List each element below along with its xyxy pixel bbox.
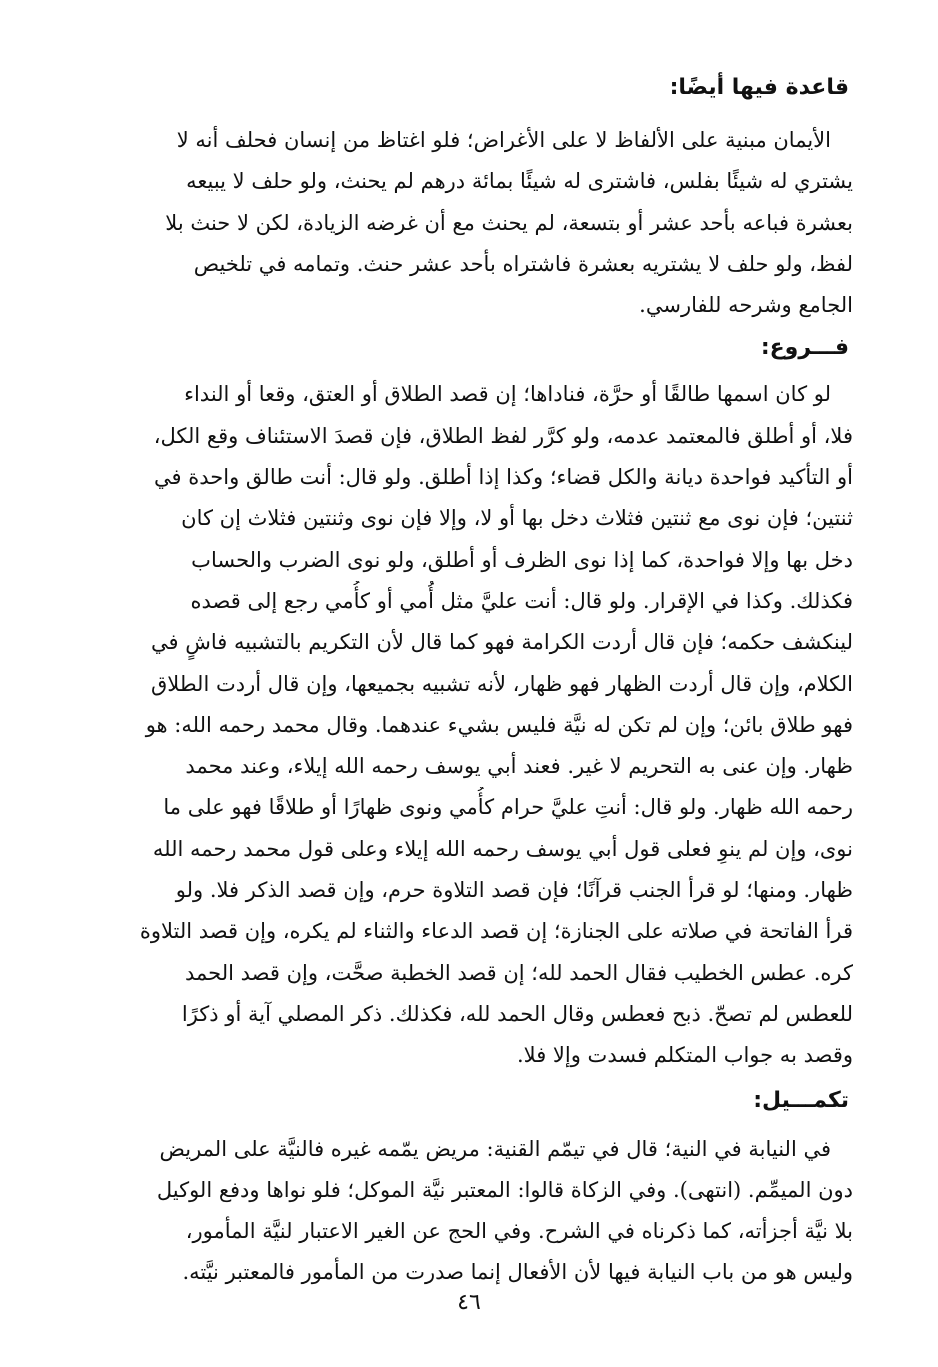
text-line: ثنتين؛ فإن نوى مع ثنتين فثلاث دخل بها أو لا، وإلا فإن نوى وثنتين فثلاث إن كان (181, 506, 853, 531)
text-line: لو كان اسمها طالقًا أو حرَّة، فناداها؛ إن قصد الطلاق أو العتق، وقعا أو النداء (184, 382, 831, 407)
text-line: كره. عطس الخطيب فقال الحمد لله؛ إن قصد الخطبة صحَّت، وإن قصد الحمد (185, 960, 853, 985)
text-line: رحمه الله ظهار. ولو قال: أنتِ عليَّ حرام كأُمي ونوى ظهارًا أو طلاقًا فهو على ما (163, 795, 853, 820)
text-line: فكذلك. وكذا في الإقرار. ولو قال: أنت عليَّ مثل أُمي أو كأُمي رجع إلى قصده (190, 588, 853, 613)
section-heading-branches: فـــروع: (760, 335, 849, 361)
text-line: بلا نيَّة أجزأته، كما ذكرناه في الشرح. وفي الحج عن الغير الاعتبار لنيَّة المأمور، (185, 1219, 853, 1244)
text-line: يشتري له شيئًا بفلس، فاشترى له شيئًا بمائة درهم لم يحنث، ولو حلف لا يبيعه (186, 169, 853, 194)
text-line: نوى، وإن لم ينوِ فعلى قول أبي يوسف رحمه الله إيلاء وعلى قول محمد رحمه الله (152, 836, 853, 861)
page-number: ٤٦ (457, 1290, 481, 1315)
text-line: أو التأكيد فواحدة ديانة والكل قضاء؛ وكذا إذا أطلق. ولو قال: أنت طالق واحدة في (154, 465, 853, 490)
text-line: ظهار. وإن عنى به التحريم لا غير. فعند أبي يوسف رحمه الله إيلاء، وعند محمد (185, 754, 853, 779)
text-line: لينكشف حكمه؛ فإن قال أردت الكرامة فهو كما قال لأن التكريم بالتشبيه فاشٍ في (150, 630, 853, 655)
text-line: الأيمان مبنية على الألفاظ لا على الأغراض؛ فلو اغتاظ من إنسان فحلف أنه لا (176, 128, 831, 152)
text-line: في النيابة في النية؛ قال في تيمّم القنية: مريض يمّمه غيره فالنيَّة على المريض (159, 1136, 831, 1161)
text-line: الجامع وشرحه للفارسي. (639, 293, 853, 318)
paragraph-branches (78, 374, 853, 1076)
paragraph-completion (78, 1129, 853, 1294)
paragraph-rule (78, 120, 853, 326)
text-line: فهو طلاق بائن؛ وإن لم تكن له نيَّة فليس بشيء عندهما. وقال محمد رحمه الله: هو (145, 712, 853, 737)
text-line: بعشرة فباعه بأحد عشر أو بتسعة، لم يحنث مع أن غرضه الزيادة، لكن لا حنث بلا (165, 210, 853, 235)
text-line: دخل بها وإلا فواحدة، كما إذا نوى الظرف أو أطلق، ولو نوى الضرب والحساب (191, 547, 853, 572)
section-heading-completion: تكمـــيل: (753, 1087, 849, 1113)
text-line: قرأ الفاتحة في صلاته على الجنازة؛ إن قصد الدعاء والثناء لم يكره، وإن قصد التلاوة (139, 919, 853, 944)
text-line: دون الميمِّم. (انتهى). وفي الزكاة قالوا: المعتبر نيَّة الموكل؛ فلو نواها ودفع الوكيل (156, 1177, 853, 1202)
page-content (78, 70, 853, 1294)
text-line: وليس هو من باب النيابة فيها لأن الأفعال إنما صدرت من المأمور فالمعتبر نيَّته. (182, 1260, 853, 1285)
text-line: فلا، أو أطلق فالمعتمد عدمه، ولو كرَّر لفظ الطلاق، فإن قصدَ الاستئناف وقع الكل، (153, 423, 853, 448)
text-line: ظهار. ومنها؛ لو قرأ الجنب قرآنًا؛ فإن قصد التلاوة حرم، وإن قصد الذكر فلا. ولو (175, 878, 853, 903)
text-line: للعطس لم تصحّ. ذبح فعطس وقال الحمد لله، فكذلك. ذكر المصلي آية أو ذكرًا (181, 1001, 853, 1026)
text-line: وقصد به جواب المتكلم فسدت وإلا فلا. (517, 1043, 853, 1068)
section-heading-rule: قاعدة فيها أيضًا: (669, 75, 849, 100)
text-line: الكلام، وإن قال أردت الظهار فهو ظهار، لأنه تشبيه بجميعها، وإن قال أردت الطلاق (151, 671, 853, 696)
text-line: لفظ، ولو حلف لا يشتريه بعشرة فاشتراه بأحد عشر حنث. وتمامه في تلخيص (193, 251, 853, 276)
